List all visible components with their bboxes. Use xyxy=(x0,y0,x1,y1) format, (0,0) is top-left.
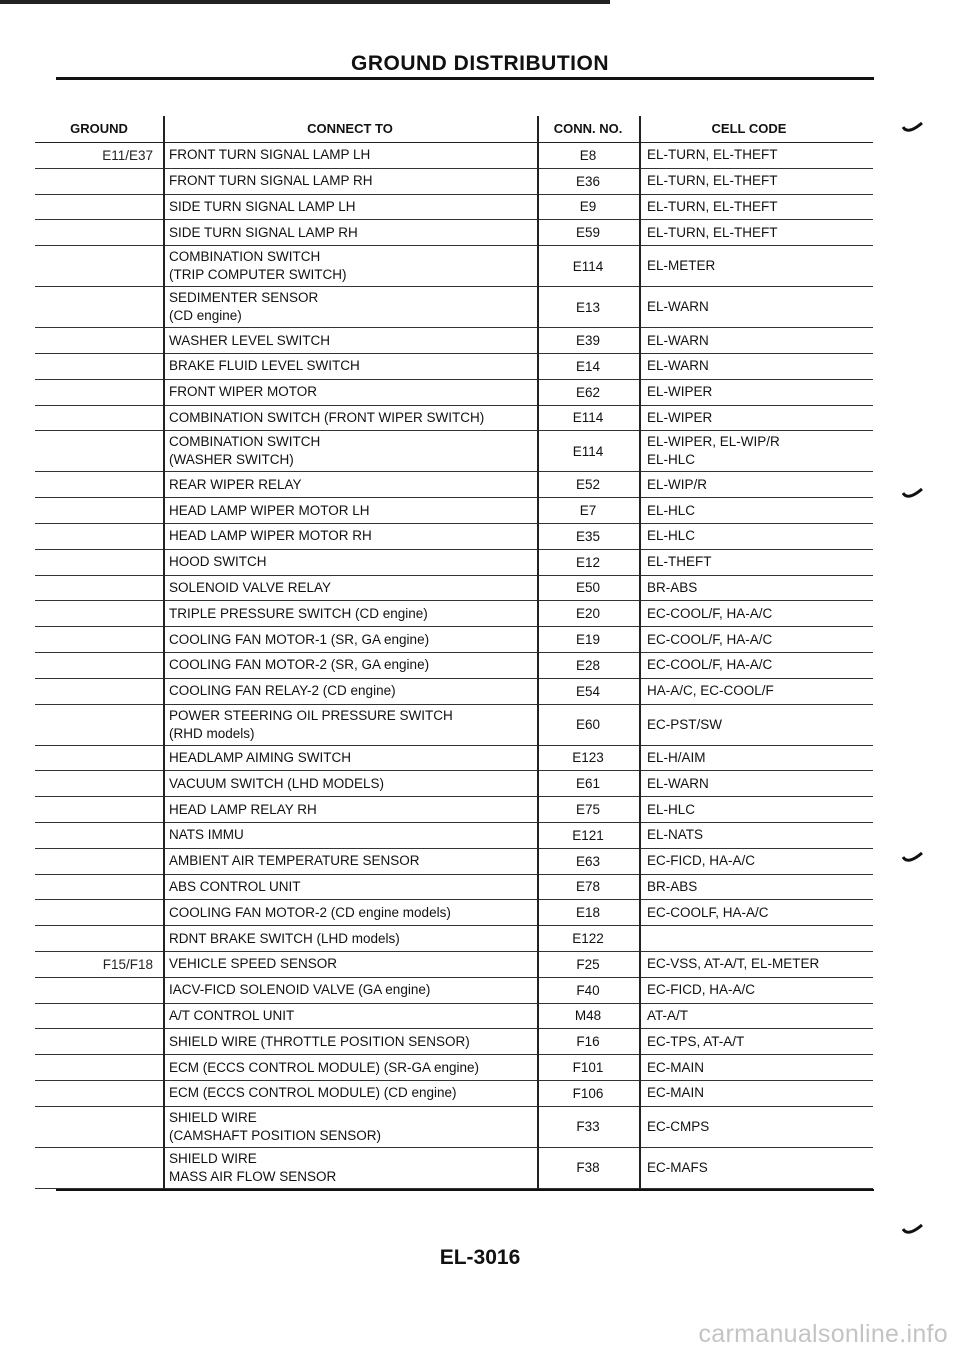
connect-to-cell xyxy=(169,1107,537,1147)
connect-to-line: HEAD LAMP WIPER MOTOR RH xyxy=(169,528,372,544)
conn-no-cell: E123 xyxy=(572,750,604,766)
ground-cell xyxy=(35,771,153,796)
header-connect-to: CONNECT TO xyxy=(307,121,393,136)
connect-to-line: COOLING FAN MOTOR-2 (SR, GA engine) xyxy=(169,657,430,673)
cell-code-line: EL-NATS xyxy=(647,827,704,843)
conn-no-cell: E54 xyxy=(575,683,601,699)
connect-to-line: (WASHER SWITCH) xyxy=(169,452,294,468)
cell-code-cell xyxy=(647,1055,867,1080)
cell-code-cell xyxy=(647,1107,867,1147)
cell-code-cell xyxy=(647,797,867,822)
ground-cell: F15/F18 xyxy=(102,956,153,972)
table-row xyxy=(35,978,873,1004)
cell-code-cell xyxy=(647,1081,867,1106)
connect-to-cell xyxy=(169,328,537,353)
connect-to-cell xyxy=(169,472,537,497)
cell-code-line: EL-WARN xyxy=(647,775,709,791)
column-divider xyxy=(639,116,641,1189)
connect-to-line: FRONT TURN SIGNAL LAMP LH xyxy=(169,147,371,163)
cell-code-cell xyxy=(647,195,867,220)
cell-code-line: EL-H/AIM xyxy=(647,749,706,765)
conn-no-cell: E50 xyxy=(575,580,601,596)
ground-cell xyxy=(35,1004,153,1029)
cell-code-line: EC-MAIN xyxy=(647,1085,704,1101)
cell-code-cell xyxy=(647,354,867,379)
cell-code-line: HA-A/C, EC-COOL/F xyxy=(647,683,774,699)
conn-no-cell: E8 xyxy=(579,147,597,163)
connect-to-line: (CD engine) xyxy=(169,308,242,324)
table-row xyxy=(35,472,873,498)
title-rule xyxy=(56,77,874,80)
cell-code-line: EL-WARN xyxy=(647,332,709,348)
connect-to-cell xyxy=(169,195,537,220)
conn-no-cell: F33 xyxy=(576,1119,600,1135)
cell-code-cell xyxy=(647,823,867,848)
ground-cell xyxy=(35,287,153,327)
cell-code-cell xyxy=(647,431,867,471)
cell-code-cell xyxy=(647,220,867,245)
conn-no-cell: E59 xyxy=(575,225,601,241)
connect-to-cell xyxy=(169,1081,537,1106)
connect-to-line: FRONT TURN SIGNAL LAMP RH xyxy=(169,173,373,189)
table-row xyxy=(35,576,873,602)
connect-to-cell xyxy=(169,1055,537,1080)
cell-code-cell xyxy=(647,550,867,575)
check-mark-icon xyxy=(902,852,924,866)
connect-to-line: RDNT BRAKE SWITCH (LHD models) xyxy=(169,930,400,946)
check-mark-icon xyxy=(902,122,924,136)
cell-code-cell xyxy=(647,601,867,626)
conn-no-cell: E122 xyxy=(572,931,604,947)
connect-to-line: COMBINATION SWITCH xyxy=(169,434,321,450)
conn-no-cell: E9 xyxy=(579,199,597,215)
connect-to-cell xyxy=(169,952,537,977)
cell-code-line: EC-COOL/F, HA-A/C xyxy=(647,657,773,673)
table-body xyxy=(35,143,873,1189)
cell-code-line: EC-COOLF, HA-A/C xyxy=(647,904,769,920)
cell-code-cell xyxy=(647,1148,867,1188)
check-mark-icon xyxy=(902,488,924,502)
conn-no-cell: E60 xyxy=(575,717,601,733)
connect-to-line: HOOD SWITCH xyxy=(169,554,267,570)
cell-code-line: AT-A/T xyxy=(647,1007,689,1023)
conn-no-cell: E7 xyxy=(579,503,597,519)
conn-no-cell: F106 xyxy=(572,1085,604,1101)
connect-to-cell xyxy=(169,380,537,405)
connect-to-line: HEAD LAMP RELAY RH xyxy=(169,801,317,817)
connect-to-line: MASS AIR FLOW SENSOR xyxy=(169,1168,337,1184)
connect-to-cell xyxy=(169,169,537,194)
cell-code-line: EL-HLC xyxy=(647,528,696,544)
ground-cell xyxy=(35,169,153,194)
conn-no-cell: E28 xyxy=(575,657,601,673)
cell-code-line: BR-ABS xyxy=(647,579,698,595)
ground-cell xyxy=(35,1029,153,1054)
cell-code-line: EL-WIPER xyxy=(647,384,713,400)
connect-to-cell xyxy=(169,900,537,925)
table-row xyxy=(35,524,873,550)
cell-code-cell xyxy=(647,498,867,523)
ground-cell xyxy=(35,431,153,471)
table-row xyxy=(35,431,873,472)
ground-cell: E11/E37 xyxy=(102,147,153,163)
connect-to-cell xyxy=(169,797,537,822)
connect-to-line: HEADLAMP AIMING SWITCH xyxy=(169,749,352,765)
conn-no-cell: E114 xyxy=(572,258,604,274)
cell-code-line: EC-COOL/F, HA-A/C xyxy=(647,605,773,621)
cell-code-cell xyxy=(647,406,867,431)
connect-to-cell xyxy=(169,220,537,245)
connect-to-line: A/T CONTROL UNIT xyxy=(169,1007,295,1023)
conn-no-cell: E13 xyxy=(575,299,601,315)
table-row xyxy=(35,679,873,705)
connect-to-cell xyxy=(169,498,537,523)
cell-code-cell xyxy=(647,380,867,405)
table-row xyxy=(35,498,873,524)
connect-to-line: TRIPLE PRESSURE SWITCH (CD engine) xyxy=(169,605,428,621)
table-row xyxy=(35,849,873,875)
cell-code-line: EL-TURN, EL-THEFT xyxy=(647,147,778,163)
table-row xyxy=(35,705,873,746)
cell-code-cell xyxy=(647,472,867,497)
cell-code-line: EC-TPS, AT-A/T xyxy=(647,1033,745,1049)
ground-cell xyxy=(35,926,153,951)
connect-to-cell xyxy=(169,823,537,848)
cell-code-cell xyxy=(647,653,867,678)
table-row xyxy=(35,287,873,328)
conn-no-cell: F101 xyxy=(572,1060,604,1075)
table-header xyxy=(35,116,873,143)
connect-to-line: VACUUM SWITCH (LHD MODELS) xyxy=(169,775,385,791)
connect-to-line: ECM (ECCS CONTROL MODULE) (CD engine) xyxy=(169,1085,457,1101)
cell-code-line: EL-WIP/R xyxy=(647,476,708,492)
connect-to-line: COMBINATION SWITCH (FRONT WIPER SWITCH) xyxy=(169,409,485,425)
cell-code-line: EL-WARN xyxy=(647,299,709,315)
connect-to-cell xyxy=(169,406,537,431)
connect-to-cell xyxy=(169,524,537,549)
connect-to-line: (TRIP COMPUTER SWITCH) xyxy=(169,267,347,283)
connect-to-line: ABS CONTROL UNIT xyxy=(169,878,301,894)
connect-to-cell xyxy=(169,1029,537,1054)
cell-code-cell xyxy=(647,978,867,1003)
conn-no-cell: F38 xyxy=(576,1160,600,1176)
cell-code-cell xyxy=(647,900,867,925)
table-row xyxy=(35,220,873,246)
watermark: carmanualsonline.info xyxy=(698,1320,948,1348)
table-row xyxy=(35,653,873,679)
ground-cell xyxy=(35,406,153,431)
connect-to-cell xyxy=(169,601,537,626)
connect-to-cell xyxy=(169,576,537,601)
connect-to-cell xyxy=(169,627,537,652)
ground-cell xyxy=(35,653,153,678)
cell-code-line: EC-COOL/F, HA-A/C xyxy=(647,631,773,647)
conn-no-cell: E61 xyxy=(575,776,601,792)
cell-code-line: BR-ABS xyxy=(647,878,698,894)
ground-cell xyxy=(35,900,153,925)
bottom-rule xyxy=(56,1189,874,1191)
table-row xyxy=(35,900,873,926)
connect-to-line: SHIELD WIRE (THROTTLE POSITION SENSOR) xyxy=(169,1033,470,1049)
cell-code-cell xyxy=(647,705,867,745)
conn-no-cell: E18 xyxy=(575,905,601,921)
table-row xyxy=(35,797,873,823)
ground-cell xyxy=(35,1107,153,1147)
ground-cell xyxy=(35,550,153,575)
check-mark-icon xyxy=(902,1224,924,1238)
ground-cell xyxy=(35,380,153,405)
conn-no-cell: F16 xyxy=(576,1034,600,1050)
page-title: GROUND DISTRIBUTION xyxy=(351,52,609,75)
cell-code-line: EL-WARN xyxy=(647,358,709,374)
cell-code-cell xyxy=(647,246,867,286)
conn-no-cell: E12 xyxy=(575,554,601,570)
cell-code-line: EC-FICD, HA-A/C xyxy=(647,982,755,998)
connect-to-line: SOLENOID VALVE RELAY xyxy=(169,579,332,595)
connect-to-line: SHIELD WIRE xyxy=(169,1150,257,1166)
ground-cell xyxy=(35,498,153,523)
cell-code-line: EL-TURN, EL-THEFT xyxy=(647,224,778,240)
table-row xyxy=(35,406,873,432)
conn-no-cell: E19 xyxy=(575,632,601,648)
ground-cell xyxy=(35,601,153,626)
connect-to-line: COOLING FAN MOTOR-2 (CD engine models) xyxy=(169,904,451,920)
cell-code-cell xyxy=(647,576,867,601)
cell-code-line: EC-MAFS xyxy=(647,1159,708,1175)
conn-no-cell: E114 xyxy=(572,410,604,426)
conn-no-cell: E78 xyxy=(575,879,601,895)
ground-cell xyxy=(35,875,153,900)
table-row xyxy=(35,1029,873,1055)
ground-cell xyxy=(35,679,153,704)
ground-cell xyxy=(35,978,153,1003)
cell-code-cell xyxy=(647,875,867,900)
table-row xyxy=(35,550,873,576)
connect-to-cell xyxy=(169,143,537,168)
table-row xyxy=(35,771,873,797)
ground-cell xyxy=(35,246,153,286)
ground-cell xyxy=(35,328,153,353)
cell-code-cell xyxy=(647,926,867,951)
connect-to-line: VEHICLE SPEED SENSOR xyxy=(169,956,338,972)
connect-to-cell xyxy=(169,431,537,471)
cell-code-line: EL-TURN, EL-THEFT xyxy=(647,173,778,189)
connect-to-cell xyxy=(169,771,537,796)
table-row xyxy=(35,328,873,354)
cell-code-line: EL-HLC xyxy=(647,452,696,468)
connect-to-line: POWER STEERING OIL PRESSURE SWITCH xyxy=(169,707,453,723)
connect-to-line: SIDE TURN SIGNAL LAMP LH xyxy=(169,198,356,214)
table-row xyxy=(35,195,873,221)
connect-to-line: SEDIMENTER SENSOR xyxy=(169,290,319,306)
conn-no-cell: E39 xyxy=(575,333,601,349)
table-row xyxy=(35,354,873,380)
ground-cell xyxy=(35,576,153,601)
conn-no-cell: E114 xyxy=(572,443,604,459)
connect-to-line: SHIELD WIRE xyxy=(169,1109,257,1125)
cell-code-line: EL-HLC xyxy=(647,502,696,518)
cell-code-line: EC-MAIN xyxy=(647,1059,704,1075)
connect-to-line: IACV-FICD SOLENOID VALVE (GA engine) xyxy=(169,982,431,998)
conn-no-cell: E75 xyxy=(575,802,601,818)
table-row xyxy=(35,1055,873,1081)
column-divider xyxy=(537,116,539,1189)
connect-to-cell xyxy=(169,1148,537,1188)
connect-to-cell xyxy=(169,746,537,771)
cell-code-cell xyxy=(647,287,867,327)
cell-code-line: EL-TURN, EL-THEFT xyxy=(647,198,778,214)
connect-to-line: AMBIENT AIR TEMPERATURE SENSOR xyxy=(169,853,420,869)
table-row xyxy=(35,1148,873,1189)
column-divider xyxy=(163,116,165,1189)
cell-code-cell xyxy=(647,627,867,652)
connect-to-line: NATS IMMU xyxy=(169,827,244,843)
cell-code-line: EL-HLC xyxy=(647,801,696,817)
connect-to-cell xyxy=(169,978,537,1003)
table-row xyxy=(35,952,873,978)
connect-to-line: SIDE TURN SIGNAL LAMP RH xyxy=(169,224,358,240)
conn-no-cell: E20 xyxy=(575,606,601,622)
table-row xyxy=(35,926,873,952)
connect-to-line: BRAKE FLUID LEVEL SWITCH xyxy=(169,358,360,374)
cell-code-cell xyxy=(647,952,867,977)
table-row xyxy=(35,875,873,901)
ground-cell xyxy=(35,354,153,379)
cell-code-line: EC-PST/SW xyxy=(647,716,723,732)
conn-no-cell: E52 xyxy=(575,477,601,493)
connect-to-line: (RHD models) xyxy=(169,725,255,741)
connect-to-line: REAR WIPER RELAY xyxy=(169,476,302,492)
table-row xyxy=(35,823,873,849)
conn-no-cell: E36 xyxy=(575,173,601,189)
connect-to-line: FRONT WIPER MOTOR xyxy=(169,384,317,400)
table-row xyxy=(35,169,873,195)
ground-cell xyxy=(35,823,153,848)
cell-code-cell xyxy=(647,169,867,194)
cell-code-cell xyxy=(647,328,867,353)
conn-no-cell: M48 xyxy=(574,1008,602,1024)
connect-to-cell xyxy=(169,705,537,745)
connect-to-cell xyxy=(169,849,537,874)
ground-cell xyxy=(35,797,153,822)
top-border-line xyxy=(0,0,610,4)
table-row xyxy=(35,627,873,653)
cell-code-line: EL-METER xyxy=(647,258,716,274)
header-ground: GROUND xyxy=(70,121,128,136)
conn-no-cell: E62 xyxy=(575,384,601,400)
header-cell-code: CELL CODE xyxy=(711,121,787,136)
table-row xyxy=(35,246,873,287)
cell-code-cell xyxy=(647,746,867,771)
ground-cell xyxy=(35,524,153,549)
cell-code-cell xyxy=(647,771,867,796)
connect-to-line: HEAD LAMP WIPER MOTOR LH xyxy=(169,502,370,518)
ground-cell xyxy=(35,627,153,652)
table-row xyxy=(35,1107,873,1148)
ground-cell xyxy=(35,195,153,220)
connect-to-cell xyxy=(169,354,537,379)
ground-cell xyxy=(35,1081,153,1106)
ground-cell xyxy=(35,746,153,771)
ground-cell xyxy=(35,705,153,745)
table-row xyxy=(35,1081,873,1107)
connect-to-line: COOLING FAN MOTOR-1 (SR, GA engine) xyxy=(169,631,430,647)
connect-to-line: COOLING FAN RELAY-2 (CD engine) xyxy=(169,683,396,699)
conn-no-cell: E63 xyxy=(575,853,601,869)
ground-cell xyxy=(35,1148,153,1188)
table-row xyxy=(35,746,873,772)
cell-code-line: EC-CMPS xyxy=(647,1118,710,1134)
ground-cell xyxy=(35,849,153,874)
cell-code-cell xyxy=(647,1029,867,1054)
conn-no-cell: E14 xyxy=(575,358,601,374)
cell-code-line: EL-WIPER, EL-WIP/R xyxy=(647,434,780,450)
table-row xyxy=(35,1004,873,1030)
connect-to-line: ECM (ECCS CONTROL MODULE) (SR-GA engine) xyxy=(169,1059,480,1075)
cell-code-line: EC-VSS, AT-A/T, EL-METER xyxy=(647,956,820,972)
connect-to-cell xyxy=(169,287,537,327)
conn-no-cell: F40 xyxy=(576,982,600,998)
connect-to-cell xyxy=(169,653,537,678)
table-row xyxy=(35,143,873,169)
table-row xyxy=(35,380,873,406)
conn-no-cell: E121 xyxy=(572,827,604,843)
cell-code-cell xyxy=(647,849,867,874)
connect-to-cell xyxy=(169,679,537,704)
cell-code-line: EL-THEFT xyxy=(647,554,712,570)
ground-distribution-table xyxy=(35,116,873,1189)
cell-code-cell xyxy=(647,143,867,168)
connect-to-cell xyxy=(169,1004,537,1029)
connect-to-cell xyxy=(169,875,537,900)
connect-to-cell xyxy=(169,246,537,286)
cell-code-cell xyxy=(647,524,867,549)
conn-no-cell: E35 xyxy=(575,528,601,544)
connect-to-cell xyxy=(169,550,537,575)
ground-cell xyxy=(35,472,153,497)
page-number: EL-3016 xyxy=(439,1246,521,1269)
ground-cell xyxy=(35,220,153,245)
cell-code-cell xyxy=(647,679,867,704)
connect-to-line: COMBINATION SWITCH xyxy=(169,249,321,265)
cell-code-line: EC-FICD, HA-A/C xyxy=(647,853,755,869)
connect-to-line: WASHER LEVEL SWITCH xyxy=(169,332,331,348)
connect-to-cell xyxy=(169,926,537,951)
table-row xyxy=(35,601,873,627)
conn-no-cell: F25 xyxy=(576,956,600,972)
ground-cell xyxy=(35,1055,153,1080)
connect-to-line: (CAMSHAFT POSITION SENSOR) xyxy=(169,1127,382,1143)
header-conn-no: CONN. NO. xyxy=(553,121,623,136)
cell-code-cell xyxy=(647,1004,867,1029)
cell-code-line: EL-WIPER xyxy=(647,409,713,425)
